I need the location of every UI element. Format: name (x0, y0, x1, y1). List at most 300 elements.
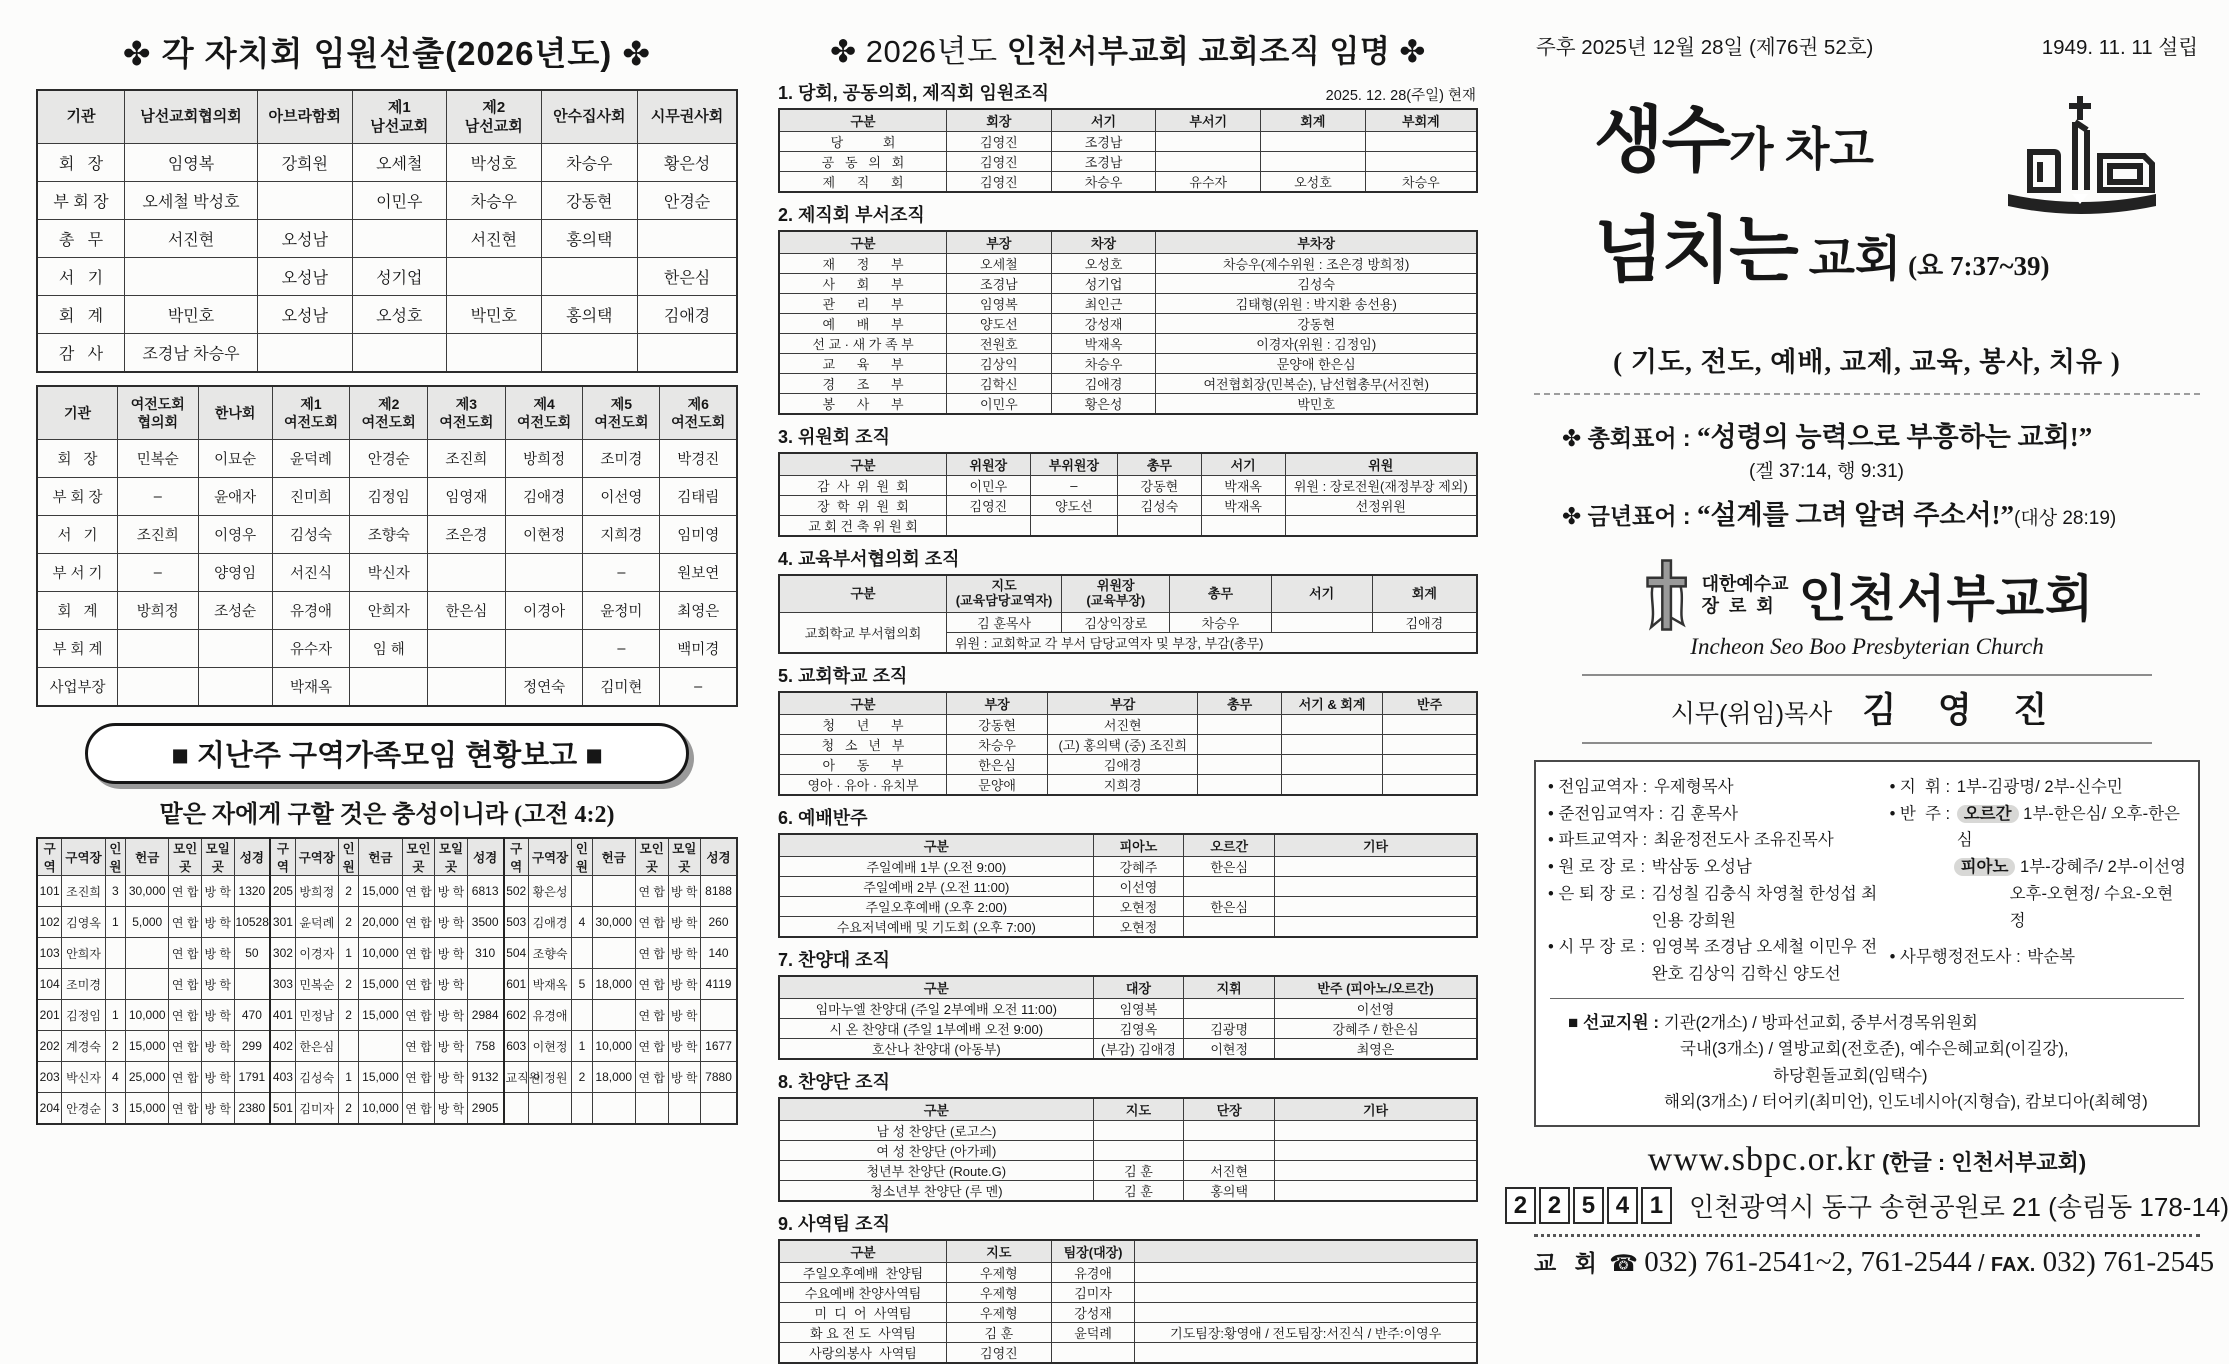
cell: 연 합 (635, 969, 668, 1000)
cell: 601 (504, 969, 529, 1000)
cell: 이정원 (528, 1062, 571, 1093)
cell (572, 876, 592, 907)
cell: 부 서 기 (37, 554, 118, 592)
cell: 지희경 (583, 516, 660, 554)
piano-tag: 피아노 (1954, 858, 2016, 876)
cell: 연 합 (402, 938, 435, 969)
cell: 조경남 (1051, 132, 1156, 152)
cell: 김영진 (947, 172, 1052, 193)
column-header: 모일곳 (435, 838, 468, 876)
table-row (779, 496, 1477, 516)
cell (541, 258, 638, 296)
cell: 임 해 (350, 630, 428, 668)
cell: – (583, 630, 660, 668)
cell: 연 합 (635, 1000, 668, 1031)
cell: 홍의택 (541, 220, 638, 258)
table-row (779, 1121, 1477, 1141)
cell: 오현정 (1093, 917, 1184, 938)
column-header: 인원 (105, 838, 125, 876)
column-header: 구역장 (295, 838, 338, 876)
cell: 사 회 부 (779, 274, 947, 294)
cell: – (660, 668, 737, 707)
table-row (37, 296, 737, 334)
table (778, 108, 1478, 193)
staff-box (1534, 760, 2200, 1127)
cell: 이선영 (1093, 877, 1184, 897)
cell (198, 630, 272, 668)
cell: 차승우 (1051, 172, 1156, 193)
column-header: 기타 (1275, 834, 1477, 857)
cell: 한은심 (638, 258, 737, 296)
column-header: 위원 (1285, 453, 1477, 476)
cell: 이현정 (528, 1031, 571, 1062)
cell: 임영복 (1093, 999, 1184, 1019)
cell (1365, 152, 1477, 172)
cell (1030, 516, 1117, 537)
table-row (37, 938, 737, 969)
column-header: 기타 (1275, 1098, 1477, 1121)
cell: 수요저녁예배 및 기도회 (오후 7:00) (779, 917, 1093, 938)
slogan-block (1534, 82, 2200, 334)
cell: 이경아 (505, 592, 583, 630)
cell (1051, 1343, 1135, 1364)
cell: 오성남 (258, 296, 353, 334)
cell: 부 회 장 (37, 182, 125, 220)
section-label: 9. 사역팀 조직 (778, 1214, 890, 1234)
cell: 서진식 (272, 554, 350, 592)
cell: 연 합 (169, 907, 202, 938)
phone-label: 교 회 (1534, 1250, 1603, 1277)
column-header: 부서기 (1156, 109, 1261, 132)
cell (1275, 897, 1477, 917)
cell: 연 합 (635, 1031, 668, 1062)
cell: 차승우 (447, 182, 542, 220)
cell (198, 668, 272, 707)
cell: 방 학 (201, 1000, 234, 1031)
cell: 이현정 (505, 516, 583, 554)
table-row (37, 144, 737, 182)
column-header: 총무 (1118, 453, 1202, 476)
cell (1383, 715, 1477, 735)
cell: – (583, 554, 660, 592)
cell: 방 학 (435, 938, 468, 969)
cell: 기도팀장:황영애 / 전도팀장:서진식 / 반주:이영우 (1135, 1323, 1477, 1343)
table-row (779, 476, 1477, 496)
cell: 2 (339, 876, 359, 907)
staff-item: • 준전임교역자 : 김 훈목사 (1548, 804, 1739, 823)
column-header: 여전도회 협의회 (118, 386, 199, 440)
address-text: 인천광역시 동구 송현공원로 21 (송림동 178-14) (1688, 1192, 2229, 1223)
cell: 정연숙 (505, 668, 583, 707)
cell: 이선영 (583, 478, 660, 516)
column-header: 제4 여전도회 (505, 386, 583, 440)
cell: 성기업 (1051, 274, 1156, 294)
column-header: 남선교회협의회 (125, 90, 258, 144)
cell: 서 기 (37, 516, 118, 554)
cell: 유수자 (272, 630, 350, 668)
table-row (37, 592, 737, 630)
slogan-word-rest: 가 차고 (1729, 124, 1874, 175)
column-header: 서기 & 회계 (1282, 692, 1383, 715)
pastor-bar (1582, 674, 2152, 744)
cell: 김정임 (350, 478, 428, 516)
cell: 홍의택 (1184, 1181, 1275, 1202)
cell (541, 334, 638, 373)
cell: 방 학 (435, 876, 468, 907)
table-row (779, 1019, 1477, 1039)
column-header: 지도 (1093, 1098, 1184, 1121)
cell (118, 668, 199, 707)
website-note: (한글 : 인천서부교회) (1875, 1150, 2087, 1176)
cell: 오성남 (258, 220, 353, 258)
cell: 10528 (234, 907, 270, 938)
cell: 1 (105, 1000, 125, 1031)
column-header: 오르간 (1184, 834, 1275, 857)
cell (638, 220, 737, 258)
cell: 15,000 (359, 1062, 402, 1093)
cell: 연 합 (402, 1000, 435, 1031)
cell: 청 년 부 (779, 715, 947, 735)
cell: 10,000 (359, 938, 402, 969)
table-row (779, 1343, 1477, 1364)
cell: 방 학 (668, 938, 701, 969)
table-row (779, 999, 1477, 1019)
cell: 강동현 (1118, 476, 1202, 496)
cell: 조미경 (62, 969, 105, 1000)
cell: 원보연 (660, 554, 737, 592)
church-identity (1534, 558, 2200, 632)
cell: (부감) 김애경 (1093, 1039, 1184, 1060)
cell: 유경애 (272, 592, 350, 630)
column-header: 위원장 (947, 453, 1031, 476)
cell (505, 630, 583, 668)
website-line (1534, 1141, 2200, 1179)
table-row (779, 857, 1477, 877)
cell: 안희자 (350, 592, 428, 630)
cell: 103 (37, 938, 62, 969)
mission-line: 국내(3개소) / 열방교회(전호준), 예수은혜교회(이길강), (1680, 1040, 2069, 1059)
cell (1383, 735, 1477, 755)
cell: 김영진 (947, 152, 1052, 172)
table-row (37, 258, 737, 296)
pastor-name: 김 영 진 (1862, 691, 2064, 730)
cell: 안경순 (638, 182, 737, 220)
cell (1275, 917, 1477, 938)
column-header: 구역 (270, 838, 295, 876)
cell: 25,000 (126, 1062, 169, 1093)
cell: 김영진 (947, 132, 1052, 152)
cell: 진미희 (272, 478, 350, 516)
cell: 방 학 (668, 876, 701, 907)
mission-line: 해외(3개소) / 터어키(최미언), 인도네시아(지형습), 캄보디아(최혜영) (1664, 1092, 2148, 1111)
cell: 박민호 (1156, 394, 1477, 415)
column-header: 차장 (1051, 231, 1156, 254)
column-header: 부차장 (1156, 231, 1477, 254)
cell: 4 (105, 1062, 125, 1093)
column-header: 구분 (779, 976, 1093, 999)
cell (1275, 857, 1477, 877)
mission-line: 하당흰돌교회(임택수) (1773, 1066, 1928, 1085)
column-header: 서기 (1201, 453, 1285, 476)
cell: 2 (339, 1093, 359, 1125)
cell: 30,000 (592, 907, 635, 938)
postal-code (1505, 1187, 1675, 1224)
cell: 6813 (467, 876, 503, 907)
cell: 4119 (701, 969, 737, 1000)
cell: 강성재 (1051, 314, 1156, 334)
table-row (37, 440, 737, 478)
founded-date: 1949. 11. 11 설립 (2041, 36, 2198, 59)
column-header: 구분 (779, 109, 947, 132)
cell: 박성호 (447, 144, 542, 182)
cell: 5,000 (126, 907, 169, 938)
cell: 방 학 (435, 1031, 468, 1062)
cell: 15,000 (126, 1031, 169, 1062)
column-header: 모일곳 (201, 838, 234, 876)
cell: (고) 홍의택 (중) 조진희 (1048, 735, 1198, 755)
cell: 강성재 (1051, 1303, 1135, 1323)
cell: 조경남 차승우 (125, 334, 258, 373)
cell: 김 훈목사 (947, 613, 1062, 633)
cell: 지희경 (1048, 775, 1198, 796)
section-table (778, 230, 1478, 415)
postal-digit: 2 (1505, 1187, 1536, 1224)
cell: 조향숙 (528, 938, 571, 969)
cell (1135, 1343, 1477, 1364)
section-label: 8. 찬양단 조직 (778, 1072, 890, 1092)
column-header (1135, 1240, 1477, 1263)
cell: 김영진 (947, 1343, 1052, 1364)
column-header: 모일곳 (668, 838, 701, 876)
column-header: 부감 (1048, 692, 1198, 715)
cell: 윤덕례 (272, 440, 350, 478)
cell: 오세철 박성호 (125, 182, 258, 220)
cell: 공 동 의 회 (779, 152, 947, 172)
cell: 2 (572, 1062, 592, 1093)
cell: 한은심 (947, 755, 1048, 775)
cell: 부 회 장 (37, 478, 118, 516)
cell: 한은심 (1184, 857, 1275, 877)
dotted-divider (1534, 1234, 2200, 1237)
cell: 우제형 (947, 1303, 1052, 1323)
column-header: 피아노 (1093, 834, 1184, 857)
cell: 박재옥 (1201, 476, 1285, 496)
column-header: 헌금 (126, 838, 169, 876)
cell: 서진현 (447, 220, 542, 258)
cell: 우제형 (947, 1283, 1052, 1303)
table-row (779, 1283, 1477, 1303)
cell: 방 학 (435, 907, 468, 938)
table (778, 1239, 1478, 1364)
cell (118, 630, 199, 668)
section-table (778, 1239, 1478, 1364)
cell: 7880 (701, 1062, 737, 1093)
staff-list-right (1890, 774, 2186, 988)
cell (447, 258, 542, 296)
cell: 여전협회장(민복순), 남선협총무(서진현) (1156, 374, 1477, 394)
table-row (37, 969, 737, 1000)
table-row (37, 554, 737, 592)
cell: 603 (504, 1031, 529, 1062)
table-row (779, 374, 1477, 394)
cell: 문양애 한은심 (1156, 354, 1477, 374)
table-row (779, 735, 1477, 755)
cell: 방 학 (201, 969, 234, 1000)
cell: 김정임 (62, 1000, 105, 1031)
denomination-label (1702, 573, 1789, 618)
table (778, 975, 1478, 1060)
cell: 연 합 (402, 876, 435, 907)
staff-item: • 파트교역자 : 최윤정전도사 조유진목사 (1548, 831, 1834, 850)
section-table (778, 975, 1478, 1060)
district-report-title: ■ 지난주 구역가족모임 현황보고 ■ (85, 723, 689, 784)
cell (592, 1000, 635, 1031)
cell: 강혜주 / 한은심 (1275, 1019, 1477, 1039)
column-header: 제6 여전도회 (660, 386, 737, 440)
table-row (37, 220, 737, 258)
cell: 방 학 (668, 1031, 701, 1062)
cell: 401 (270, 1000, 295, 1031)
cell: 2984 (467, 1000, 503, 1031)
cell (467, 969, 503, 1000)
column-header: 총무 (1170, 575, 1271, 613)
phone-number: 032) 761-2541~2, 761-2544 (1644, 1246, 1972, 1279)
cell (1271, 613, 1372, 633)
cell: 임마누엘 찬양대 (주일 2부예배 오전 11:00) (779, 999, 1093, 1019)
cell: 감 사 위 원 회 (779, 476, 947, 496)
cell (1285, 516, 1477, 537)
cell: 503 (504, 907, 529, 938)
column-header: 서기 (1051, 109, 1156, 132)
cell (1184, 877, 1275, 897)
assembly-motto-ref: (겔 37:14, 행 9:31) (1749, 461, 1905, 482)
table-row (779, 715, 1477, 735)
cell: 오세철 (352, 144, 447, 182)
assembly-motto (1562, 415, 2200, 454)
table (36, 837, 738, 1125)
cell (1383, 755, 1477, 775)
cell (126, 969, 169, 1000)
cell: 오성호 (1051, 254, 1156, 274)
cell: 1 (105, 907, 125, 938)
cell: 김애경 (505, 478, 583, 516)
piano-row: 피아노 1부-강혜주/ 2부-이선영 (1954, 854, 2186, 881)
cell: 204 (37, 1093, 62, 1125)
table-row (779, 613, 1477, 633)
self-governing-council-table (36, 89, 738, 373)
cell: 회 계 (37, 296, 125, 334)
table-row (37, 182, 737, 220)
cell: 김애경 (528, 907, 571, 938)
middle-page (778, 26, 1478, 1364)
cell: 양도선 (947, 314, 1052, 334)
cell: 방 학 (201, 1093, 234, 1125)
cell (638, 334, 737, 373)
table (778, 230, 1478, 415)
cell: 차승우 (1365, 172, 1477, 193)
middle-page-title: ✤ 2026년도 인천서부교회 교회조직 임명 ✤ (830, 34, 1426, 69)
cell: 140 (701, 938, 737, 969)
table-row (779, 755, 1477, 775)
cell: 연 합 (402, 1093, 435, 1125)
cell (668, 1093, 701, 1125)
cell: 1 (572, 1031, 592, 1062)
section-label: 4. 교육부서협의회 조직 (778, 549, 960, 569)
cell (572, 938, 592, 969)
table (36, 89, 738, 373)
fax-label: FAX. (1990, 1254, 2036, 1277)
cell: 주일예배 2부 (오전 11:00) (779, 877, 1093, 897)
cell: 유경애 (1051, 1263, 1135, 1283)
cell: 이민우 (352, 182, 447, 220)
cell: 여 성 찬양단 (아가페) (779, 1141, 1093, 1161)
cell: 유경애 (528, 1000, 571, 1031)
column-header: 안수집사회 (541, 90, 638, 144)
table (36, 385, 738, 707)
cell (1118, 516, 1202, 537)
cell: 양도선 (1030, 496, 1117, 516)
cell: 502 (504, 876, 529, 907)
cell: 한은심 (428, 592, 506, 630)
column-header: 기관 (37, 90, 125, 144)
table-row (37, 516, 737, 554)
column-header: 성경 (701, 838, 737, 876)
table-row (37, 1062, 737, 1093)
cell (1184, 1121, 1275, 1141)
cell (1093, 1141, 1184, 1161)
table-row (779, 1181, 1477, 1202)
cell: 2380 (234, 1093, 270, 1125)
column-header: 지도 (교육담당교역자) (947, 575, 1062, 613)
cell: 방희정 (295, 876, 338, 907)
staff-item: • 시 무 장 로 : 임영복 조경남 오세철 이민우 전완호 김상익 김학신 양도선 (1548, 938, 1878, 984)
cell: 성기업 (352, 258, 447, 296)
table-row (37, 876, 737, 907)
pastor-title: 시무(위임)목사 (1670, 700, 1833, 728)
cell: 교 회 건 축 위 원 회 (779, 516, 947, 537)
column-header: 한나회 (198, 386, 272, 440)
cell: 202 (37, 1031, 62, 1062)
table-row (779, 1161, 1477, 1181)
cell: 김성숙 (1156, 274, 1477, 294)
cell: 758 (467, 1031, 503, 1062)
column-header: 아브라함회 (258, 90, 353, 144)
table-row (779, 1263, 1477, 1283)
column-header: 성경 (467, 838, 503, 876)
table-row (779, 132, 1477, 152)
cell (1275, 1121, 1477, 1141)
cell: 이경자 (295, 938, 338, 969)
slogan-word-church: 교회 (1796, 233, 1902, 286)
cell: 김애경 (1048, 755, 1198, 775)
section-table (778, 452, 1478, 537)
cell: 임영복 (947, 294, 1052, 314)
column-header: 반주 (1383, 692, 1477, 715)
cell: 2 (339, 1000, 359, 1031)
left-page-title: ✤ 각 자치회 임원선출(2026년도) ✤ (122, 35, 652, 72)
assembly-motto-text: “성령의 능력으로 부흥하는 교회!” (1696, 422, 2093, 452)
cell: 김 훈 (1093, 1181, 1184, 1202)
church-logo-icon (1992, 90, 2172, 230)
column-header: 회계 (1372, 575, 1477, 613)
cell: 조경남 (1051, 152, 1156, 172)
cell: 서진현 (1048, 715, 1198, 735)
year-motto-text: “설계를 그려 알려 주소서!” (1696, 500, 2015, 530)
cell: 오현정 (1093, 897, 1184, 917)
cell: 강동현 (947, 715, 1048, 735)
purpose-line: ( 기도, 전도, 예배, 교제, 교육, 봉사, 치유 ) (1613, 347, 2121, 377)
cell: 당 회 (779, 132, 947, 152)
